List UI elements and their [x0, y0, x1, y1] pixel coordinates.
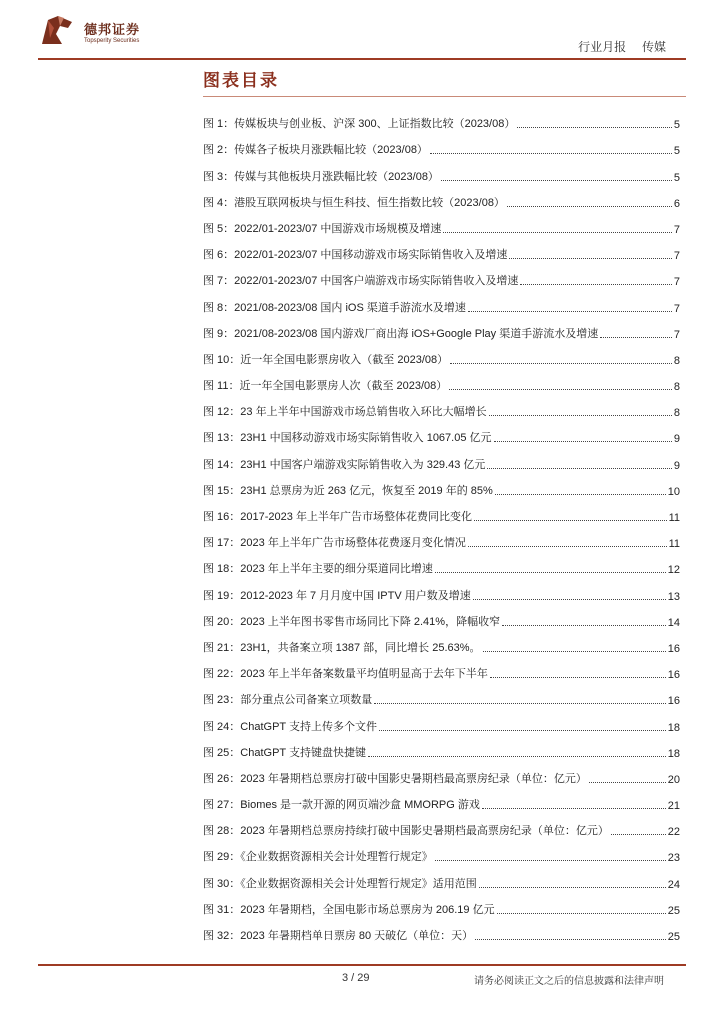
toc-entry-label: 图 16：2017-2023 年上半年广告市场整体花费同比变化	[203, 511, 472, 523]
toc-dot-leader	[468, 546, 667, 547]
title-divider	[203, 96, 686, 97]
toc-entry-label: 图 22：2023 年上半年备案数量平均值明显高于去年下半年	[203, 668, 488, 681]
toc-dot-leader	[435, 572, 666, 573]
toc-entry[interactable]	[203, 605, 680, 631]
page-number: 3 / 29	[342, 972, 370, 984]
toc-entry[interactable]	[203, 290, 680, 316]
toc-entry-page: 21	[667, 800, 680, 813]
toc-dot-leader	[489, 415, 672, 416]
toc-entry-label: 图 28：2023 年暑期档总票房持续打破中国影史暑期档最高票房纪录（单位：亿元）	[203, 825, 609, 838]
toc-entry[interactable]	[203, 578, 680, 604]
toc-dot-leader	[517, 127, 672, 128]
toc-entry-label: 图 12：23 年上半年中国游戏市场总销售收入环比大幅增长	[203, 406, 487, 419]
toc-dot-leader	[487, 468, 671, 469]
toc-entry[interactable]	[203, 631, 680, 657]
toc-entry[interactable]	[203, 264, 680, 290]
toc-entry-page: 13	[667, 590, 680, 603]
toc-entry-label: 图 4：港股互联网板块与恒生科技、恒生指数比较（2023/08）	[203, 196, 505, 209]
toc-entry[interactable]	[203, 709, 680, 735]
brand-name-en: Topsperity Securities	[84, 38, 140, 44]
toc-entry[interactable]	[203, 526, 680, 552]
toc-entry-label: 图 29：《企业数据资源相关会计处理暂行规定》	[203, 851, 433, 864]
toc-dot-leader	[473, 599, 666, 600]
toc-dot-leader	[441, 180, 672, 181]
toc-dot-leader	[490, 677, 666, 678]
toc-entry-label: 图 8：2021/08-2023/08 国内 iOS 渠道手游流水及增速	[203, 301, 466, 314]
toc-entry-page: 22	[667, 826, 680, 839]
toc-entry[interactable]	[203, 762, 680, 788]
toc-entry-page: 8	[673, 354, 680, 367]
toc-entry-page: 18	[667, 747, 680, 760]
toc-entry-page: 8	[673, 381, 680, 394]
toc-entry-label: 图 3：传媒与其他板块月涨跌幅比较（2023/08）	[203, 170, 439, 183]
toc-dot-leader	[450, 363, 672, 364]
toc-entry-label: 图 27：Biomes 是一款开源的网页端沙盒 MMORPG 游戏	[203, 799, 480, 812]
toc-entry-page: 8	[673, 407, 680, 420]
toc-entry-label: 图 7：2022/01-2023/07 中国客户端游戏市场实际销售收入及增速	[203, 275, 519, 288]
toc-entry[interactable]	[203, 814, 680, 840]
toc-entry[interactable]	[203, 107, 680, 133]
report-header-tags	[566, 38, 666, 55]
toc-entry-label: 图 10：近一年全国电影票房收入（截至 2023/08）	[203, 353, 449, 366]
toc-dot-leader	[509, 258, 671, 259]
toc-entry-page: 9	[673, 459, 680, 472]
toc-entry[interactable]	[203, 317, 680, 343]
toc-entry-label: 图 30：《企业数据资源相关会计处理暂行规定》适用范围	[203, 877, 477, 890]
toc-entry[interactable]	[203, 788, 680, 814]
toc-dot-leader	[611, 834, 666, 835]
toc-entry[interactable]	[203, 840, 680, 866]
toc-entry[interactable]	[203, 683, 680, 709]
company-logo	[38, 14, 198, 54]
report-type: 行业月报	[578, 40, 627, 54]
toc-dot-leader	[468, 311, 672, 312]
toc-entry[interactable]	[203, 657, 680, 683]
toc-entry-label: 图 25：ChatGPT 支持键盘快捷键	[203, 746, 366, 759]
toc-entry-label: 图 24：ChatGPT 支持上传多个文件	[203, 720, 377, 733]
toc-dot-leader	[483, 651, 666, 652]
toc-entry-label: 图 23：部分重点公司备案立项数量	[203, 694, 373, 707]
toc-dot-leader	[435, 860, 666, 861]
toc-entry[interactable]	[203, 421, 680, 447]
toc-dot-leader	[507, 206, 672, 207]
toc-dot-leader	[497, 913, 666, 914]
toc-entry[interactable]	[203, 552, 680, 578]
toc-entry-page: 18	[667, 721, 680, 734]
toc-entry-page: 16	[667, 642, 680, 655]
toc-entry[interactable]	[203, 500, 680, 526]
toc-entry-page: 25	[667, 904, 680, 917]
toc-entry-label: 图 9：2021/08-2023/08 国内游戏厂商出海 iOS+Google Play 渠道手游流水及增速	[203, 327, 599, 340]
toc-entry-label: 图 2：传媒各子板块月涨跌幅比较（2023/08）	[203, 144, 428, 157]
toc-dot-leader	[379, 730, 666, 731]
toc-entry-label: 图 5：2022/01-2023/07 中国游戏市场规模及增速	[203, 222, 442, 235]
toc-entry-label: 图 17：2023 年上半年广告市场整体花费逐月变化情况	[203, 537, 466, 550]
toc-entry[interactable]	[203, 447, 680, 473]
toc-entry-label: 图 20：2023 上半年图书零售市场同比下降 2.41%，降幅收窄	[203, 615, 501, 628]
toc-entry[interactable]	[203, 212, 680, 238]
toc-dot-leader	[482, 808, 666, 809]
toc-dot-leader	[374, 703, 665, 704]
toc-dot-leader	[589, 782, 666, 783]
toc-entry[interactable]	[203, 893, 680, 919]
toc-entry-page: 11	[668, 538, 680, 551]
toc-dot-leader	[474, 520, 667, 521]
toc-entry-page: 20	[667, 773, 680, 786]
toc-dot-leader	[479, 887, 666, 888]
toc-entry-page: 24	[667, 878, 680, 891]
toc-entry-page: 10	[667, 485, 680, 498]
toc-dot-leader	[502, 625, 666, 626]
toc-entry[interactable]	[203, 133, 680, 159]
toc-entry-page: 12	[667, 564, 680, 577]
toc-entry-page: 16	[667, 669, 680, 682]
toc-entry-label: 图 26：2023 年暑期档总票房打破中国影史暑期档最高票房纪录（单位：亿元）	[203, 772, 587, 785]
toc-dot-leader	[494, 441, 672, 442]
toc-entry[interactable]	[203, 866, 680, 892]
toc-entry[interactable]	[203, 474, 680, 500]
toc-entry-label: 图 31：2023 年暑期档，全国电影市场总票房为 206.19 亿元	[203, 903, 495, 916]
toc-entry-page: 9	[673, 433, 680, 446]
section-title: 图表目录	[203, 71, 279, 91]
toc-entry-page: 23	[667, 852, 680, 865]
toc-entry-page: 7	[673, 250, 680, 263]
toc-entry-page: 25	[667, 931, 680, 943]
toc-entry-label: 图 21：23H1，共备案立项 1387 部，同比增长 25.63%。	[203, 641, 481, 654]
toc-entry-label: 图 1：传媒板块与创业板、沪深 300、上证指数比较（2023/08）	[203, 118, 516, 131]
toc-entry-label: 图 15：23H1 总票房为近 263 亿元，恢复至 2019 年的 85%	[203, 484, 493, 497]
toc-entry[interactable]	[203, 238, 680, 264]
disclaimer-note: 请务必阅读正文之后的信息披露和法律声明	[474, 976, 664, 987]
toc-entry[interactable]	[203, 919, 680, 945]
toc-dot-leader	[600, 337, 672, 338]
toc-entry[interactable]	[203, 395, 680, 421]
toc-entry-page: 7	[673, 302, 680, 315]
toc-entry-page: 5	[673, 145, 680, 158]
toc-entry-page: 7	[673, 276, 680, 289]
toc-entry[interactable]	[203, 343, 680, 369]
toc-dot-leader	[495, 494, 666, 495]
toc-dot-leader	[443, 232, 671, 233]
toc-entry[interactable]	[203, 159, 680, 185]
company-logo-mark-icon	[38, 14, 76, 50]
header-divider	[38, 58, 686, 60]
toc-entry[interactable]	[203, 736, 680, 762]
toc-entry-page: 7	[673, 328, 680, 341]
toc-entry[interactable]	[203, 186, 680, 212]
footer-divider	[38, 964, 686, 966]
toc-entry-label: 图 6：2022/01-2023/07 中国移动游戏市场实际销售收入及增速	[203, 249, 508, 262]
toc-entry[interactable]	[203, 369, 680, 395]
toc-entry-page: 5	[673, 119, 680, 132]
toc-dot-leader	[449, 389, 672, 390]
toc-entry-label: 图 19：2012-2023 年 7 月月度中国 IPTV 用户数及增速	[203, 589, 471, 602]
toc-entry-page: 11	[668, 512, 680, 524]
toc-entry-page: 5	[673, 171, 680, 184]
toc-entry-label: 图 18：2023 年上半年主要的细分渠道同比增速	[203, 563, 433, 576]
toc-entry-label: 图 13：23H1 中国移动游戏市场实际销售收入 1067.05 亿元	[203, 432, 492, 445]
toc-entry-page: 7	[673, 223, 680, 236]
toc-dot-leader	[475, 939, 666, 940]
toc-entry-page: 6	[673, 197, 680, 210]
figure-table-of-contents	[203, 107, 680, 945]
toc-dot-leader	[368, 756, 666, 757]
toc-entry-label: 图 14：23H1 中国客户端游戏实际销售收入为 329.43 亿元	[203, 458, 486, 471]
toc-dot-leader	[520, 284, 671, 285]
report-sector: 传媒	[641, 40, 666, 54]
toc-entry-label: 图 32：2023 年暑期档单日票房 80 天破亿（单位：天）	[203, 930, 474, 942]
toc-entry-page: 16	[667, 695, 680, 708]
toc-dot-leader	[430, 153, 672, 154]
toc-entry-label: 图 11：近一年全国电影票房人次（截至 2023/08）	[203, 380, 448, 393]
toc-entry-page: 14	[667, 616, 680, 629]
brand-name-cn: 德邦证券	[84, 23, 141, 38]
